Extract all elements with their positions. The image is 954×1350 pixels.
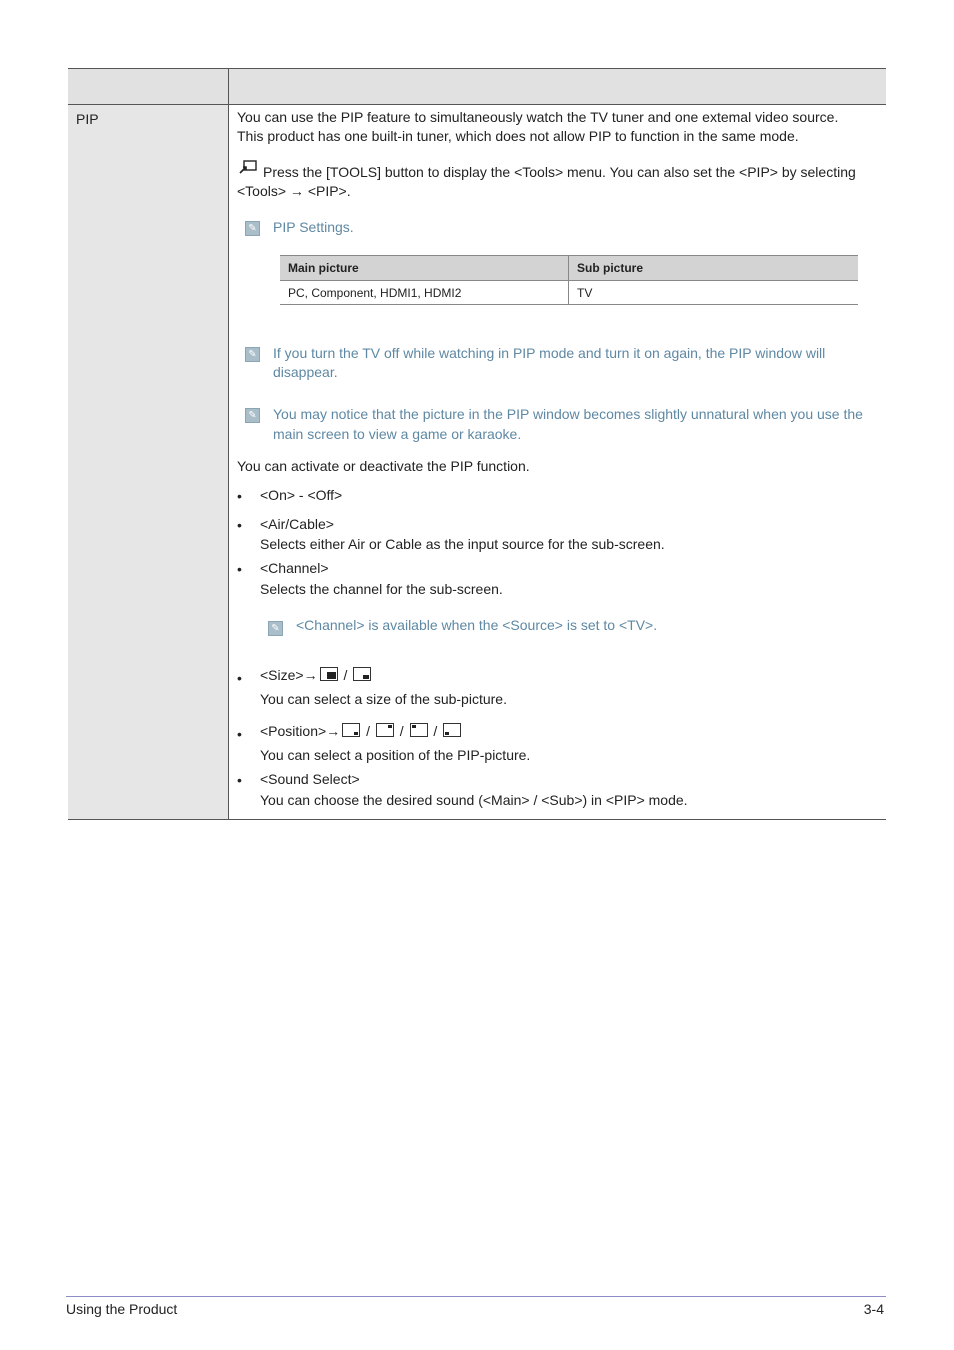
position-top-left-icon bbox=[410, 723, 428, 737]
table-row bbox=[280, 281, 858, 305]
activate-text: You can activate or deactivate the PIP function. bbox=[237, 458, 530, 474]
cell-main-sources: PC, Component, HDMI1, HDMI2 bbox=[280, 281, 569, 305]
sound-desc: You can choose the desired sound (<Main> / <Sub>) in <PIP> mode. bbox=[260, 792, 688, 808]
col-sub-picture: Sub picture bbox=[569, 256, 859, 281]
bullet-onoff: <On> - <Off> bbox=[260, 487, 343, 503]
bullet-sound: <Sound Select> bbox=[260, 771, 360, 787]
intro-text-1: You can use the PIP feature to simultaneously watch the TV tuner and one extemal video source. bbox=[237, 109, 839, 125]
size-large-icon bbox=[320, 667, 338, 681]
cell-sub-source: TV bbox=[569, 281, 859, 305]
table-header bbox=[68, 69, 886, 105]
separator: / bbox=[399, 723, 404, 739]
separator: / bbox=[343, 667, 348, 683]
note-icon: ✎ bbox=[268, 621, 283, 636]
channel-desc: Selects the channel for the sub-screen. bbox=[260, 581, 503, 597]
note-channel: <Channel> is available when the <Source> is set to <TV>. bbox=[296, 617, 658, 633]
note-pip-settings: PIP Settings. bbox=[273, 219, 354, 235]
bullet: • bbox=[237, 517, 242, 533]
position-bottom-left-icon bbox=[443, 723, 461, 737]
bullet: • bbox=[237, 726, 242, 742]
size-label: <Size>→ bbox=[260, 667, 318, 683]
note-off-2: disappear. bbox=[273, 364, 338, 380]
bullet-size bbox=[260, 665, 373, 685]
note-icon: ✎ bbox=[245, 221, 260, 236]
position-label: <Position>→ bbox=[260, 723, 341, 739]
note-off-1: If you turn the TV off while watching in PIP mode and turn it on again, the PIP window will bbox=[273, 345, 826, 361]
pip-settings-table bbox=[280, 255, 858, 305]
bullet: • bbox=[237, 561, 242, 577]
bullet-channel: <Channel> bbox=[260, 560, 329, 576]
bullet: • bbox=[237, 670, 242, 686]
footer-section-title: Using the Product bbox=[66, 1301, 178, 1317]
position-bottom-right-icon bbox=[342, 723, 360, 737]
aircable-desc: Selects either Air or Cable as the input source for the sub-screen. bbox=[260, 536, 665, 552]
separator: / bbox=[366, 723, 370, 739]
bullet: • bbox=[237, 772, 242, 788]
bullet: • bbox=[237, 488, 242, 504]
bullet-aircable: <Air/Cable> bbox=[260, 516, 334, 532]
size-desc: You can select a size of the sub-picture. bbox=[260, 691, 507, 707]
position-top-right-icon bbox=[376, 723, 394, 737]
intro-text-2: This product has one built-in tuner, which does not allow PIP to function in the same mode. bbox=[237, 128, 799, 144]
col-main-picture: Main picture bbox=[280, 256, 569, 281]
bullet-position bbox=[260, 721, 463, 741]
note-icon: ✎ bbox=[245, 347, 260, 362]
position-desc: You can select a position of the PIP-picture. bbox=[260, 747, 531, 763]
table-header-row bbox=[280, 256, 858, 281]
tools-icon bbox=[239, 160, 257, 174]
tools-text-2: <Tools> → <PIP>. bbox=[237, 183, 351, 199]
row-label-pip: PIP bbox=[76, 111, 99, 127]
note-unnatural-1: You may notice that the picture in the PIP window becomes slightly unnatural when you use the bbox=[273, 406, 863, 422]
note-unnatural-2: main screen to view a game or karaoke. bbox=[273, 426, 522, 442]
footer-divider bbox=[66, 1296, 886, 1297]
size-small-icon bbox=[353, 667, 371, 681]
tools-text-1: Press the [TOOLS] button to display the <Tools> menu. You can also set the <PIP> by selecting bbox=[263, 164, 856, 180]
row-label-cell bbox=[68, 105, 229, 819]
header-divider bbox=[228, 69, 229, 104]
note-icon: ✎ bbox=[245, 408, 260, 423]
separator: / bbox=[433, 723, 438, 739]
footer-page-number: 3-4 bbox=[863, 1301, 884, 1317]
